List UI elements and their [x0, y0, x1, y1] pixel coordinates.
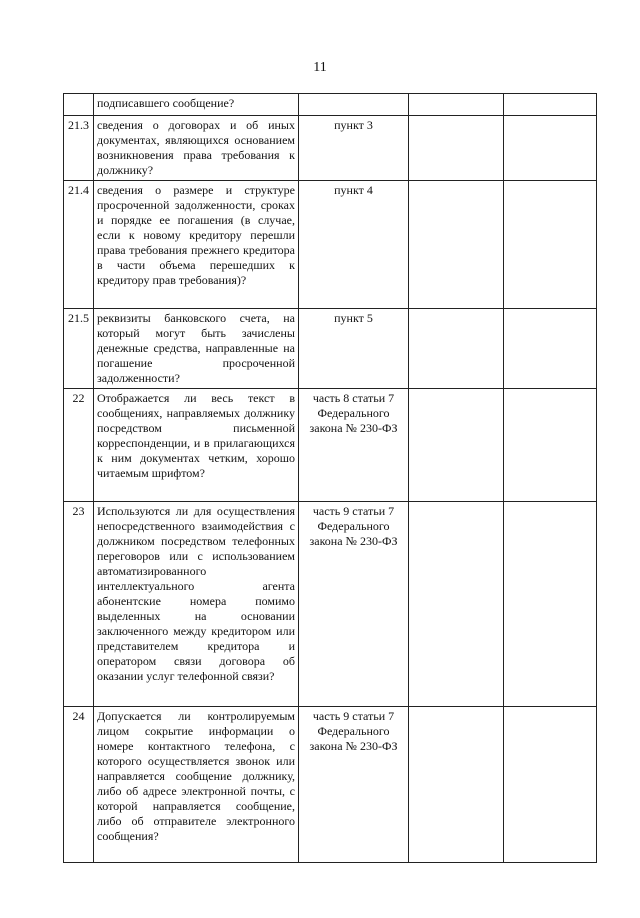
legal-reference: пункт 5	[299, 309, 409, 389]
table-row	[64, 116, 597, 181]
table-row	[64, 181, 597, 309]
legal-reference: пункт 3	[299, 116, 409, 181]
note-cell	[504, 502, 597, 707]
note-cell	[504, 389, 597, 502]
question-text: Отображается ли весь текст в сообщениях, направляемых должнику посредством письменной корреспонденции, и в прилагающихся к ним документах четким, хорошо читаемым шрифтом?	[94, 389, 299, 502]
answer-cell	[409, 309, 504, 389]
row-number: 21.4	[64, 181, 94, 309]
table-row	[64, 94, 597, 116]
row-number: 23	[64, 502, 94, 707]
legal-reference: часть 9 статьи 7 Федерального закона № 230-ФЗ	[299, 707, 409, 863]
question-text: реквизиты банковского счета, на который могут быть зачислены денежные средства, направленные на погашение просроченной задолженности?	[94, 309, 299, 389]
note-cell	[504, 309, 597, 389]
note-cell	[504, 707, 597, 863]
checklist-table	[63, 93, 597, 863]
legal-reference: часть 8 статьи 7 Федерального закона № 230-ФЗ	[299, 389, 409, 502]
legal-reference: часть 9 статьи 7 Федерального закона № 230-ФЗ	[299, 502, 409, 707]
row-number	[64, 94, 94, 116]
note-cell	[504, 94, 597, 116]
row-number: 22	[64, 389, 94, 502]
row-number: 21.3	[64, 116, 94, 181]
question-text: сведения о договорах и об иных документах, являющихся основанием возникновения права требования к должнику?	[94, 116, 299, 181]
table-row	[64, 389, 597, 502]
legal-reference	[299, 94, 409, 116]
question-text: сведения о размере и структуре просроченной задолженности, сроках и порядке ее погашения (в случае, если к новому кредитору перешли права требования прежнего кредитора в части объема перешедших к кредитору прав требования)?	[94, 181, 299, 309]
answer-cell	[409, 116, 504, 181]
answer-cell	[409, 94, 504, 116]
answer-cell	[409, 389, 504, 502]
row-number: 21.5	[64, 309, 94, 389]
answer-cell	[409, 181, 504, 309]
question-text: Допускается ли контролируемым лицом сокрытие информации о номере контактного телефона, с которого осуществляется звонок или направляется сообщение должнику, либо об адресе электронной почты, с которой направляется сообщение, либо об отправителе электронного сообщения?	[94, 707, 299, 863]
question-text: Используются ли для осуществления непосредственного взаимодействия с должником посредством телефонных переговоров или с использованием автоматизированного интеллектуального агента абонентские номера помимо выделенных на основании заключенного между кредитором или представителем кредитора и оператором связи договора об оказании услуг телефонной связи?	[94, 502, 299, 707]
table-row	[64, 707, 597, 863]
page-number: 11	[313, 60, 327, 75]
legal-reference: пункт 4	[299, 181, 409, 309]
table-row	[64, 502, 597, 707]
note-cell	[504, 181, 597, 309]
question-text: подписавшего сообщение?	[94, 94, 299, 116]
answer-cell	[409, 502, 504, 707]
answer-cell	[409, 707, 504, 863]
note-cell	[504, 116, 597, 181]
row-number: 24	[64, 707, 94, 863]
table-row	[64, 309, 597, 389]
